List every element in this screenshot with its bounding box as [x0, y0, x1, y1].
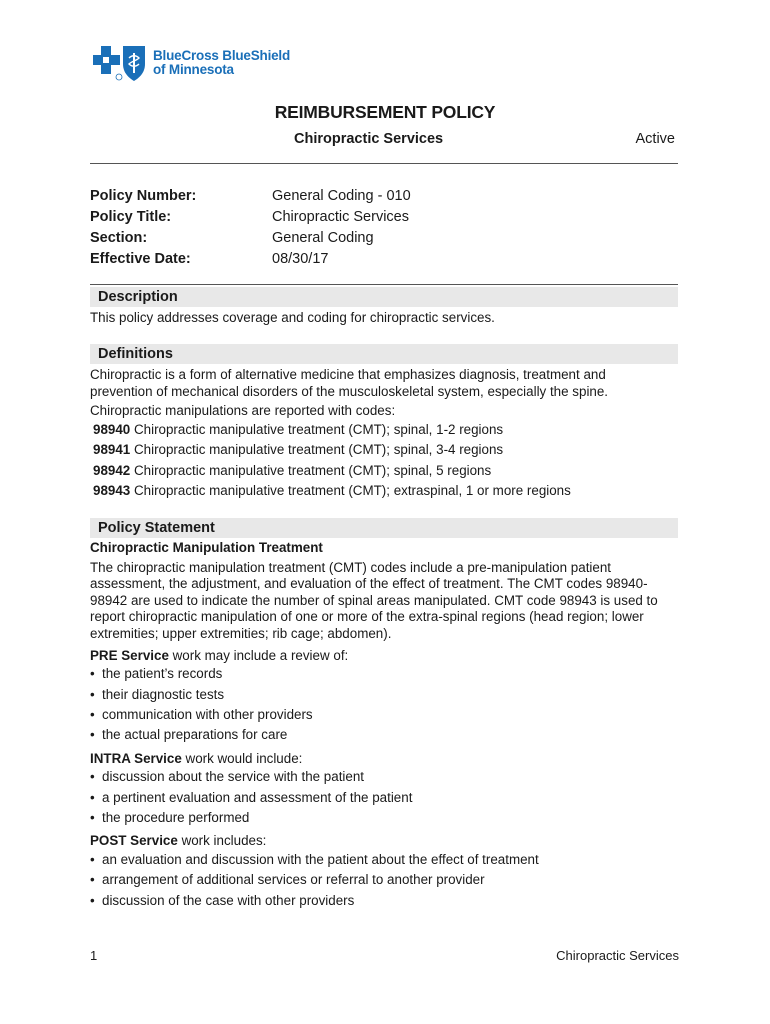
definitions-body — [90, 367, 682, 502]
post-service-rest: work includes: — [177, 833, 267, 849]
code-number: 98940 — [93, 421, 131, 437]
description-line: This policy addresses coverage and coding for chiropractic services. — [90, 310, 495, 325]
list-item: • communication with other providers — [90, 706, 313, 722]
list-item-text: a pertinent evaluation and assessment of the patient — [102, 789, 413, 805]
meta-label: Section: — [90, 230, 148, 246]
document-subtitle: Chiropractic Services — [294, 131, 444, 147]
meta-value: General Coding — [272, 230, 374, 246]
list-item-text: the procedure performed — [102, 810, 250, 826]
code-row — [90, 440, 682, 461]
code-row — [90, 461, 682, 482]
list-item-text: an evaluation and discussion with the patient about the effect of treatment — [102, 852, 539, 868]
code-number: 98942 — [93, 462, 131, 478]
logo-line-2: of Minnesota — [153, 62, 234, 77]
meta-divider — [90, 284, 678, 285]
meta-label: Policy Title: — [90, 209, 172, 225]
section-heading-policy-statement: Policy Statement — [90, 518, 678, 538]
pre-service-rest: work may include a review of: — [168, 647, 349, 663]
list-item: • arrangement of additional services or referral to another provider — [90, 872, 485, 888]
list-item: • a pertinent evaluation and assessment of the patient — [90, 789, 413, 805]
list-item-text: the actual preparations for care — [102, 727, 288, 743]
policy-line: assessment, the adjustment, and evaluation of the effect of treatment. The CMT codes 98940- — [90, 576, 648, 592]
code-description: Chiropractic manipulative treatment (CMT); spinal, 1-2 regions — [133, 421, 504, 437]
code-description: Chiropractic manipulative treatment (CMT); spinal, 3-4 regions — [133, 442, 504, 458]
code-row — [90, 420, 682, 441]
codes-intro: Chiropractic manipulations are reported with codes: — [90, 403, 396, 419]
bcbs-logo-icon — [93, 44, 147, 82]
policy-line: extremities; upper extremities; rib cage; abdomen). — [90, 625, 392, 641]
list-item-text: arrangement of additional services or referral to another provider — [102, 872, 485, 888]
description-text — [90, 310, 682, 327]
list-item-text: the patient’s records — [102, 666, 223, 682]
code-number: 98943 — [93, 483, 131, 499]
meta-row-policy-number — [90, 186, 411, 207]
policy-status: Active — [635, 131, 675, 147]
policy-body — [90, 540, 682, 911]
policy-line: The chiropractic manipulation treatment (CMT) codes include a pre-manipulation patient — [90, 559, 611, 575]
list-item-text: discussion about the service with the patient — [102, 769, 365, 785]
policy-line: report chiropractic manipulation of one or more of the extra-spinal regions (head region; lower — [90, 609, 644, 625]
definitions-line: Chiropractic is a form of alternative medicine that emphasizes diagnosis, treatment and — [90, 367, 606, 382]
list-item-text: their diagnostic tests — [102, 686, 225, 702]
policy-subheading: Chiropractic Manipulation Treatment — [90, 540, 323, 555]
logo-wordmark — [153, 49, 290, 77]
pre-service-intro — [90, 648, 682, 665]
list-item: • discussion about the service with the patient — [90, 769, 365, 785]
post-service-intro — [90, 833, 682, 850]
code-number: 98941 — [93, 442, 131, 458]
meta-row-policy-title — [90, 207, 411, 228]
meta-value: General Coding - 010 — [272, 188, 411, 204]
meta-label: Effective Date: — [90, 251, 191, 267]
company-logo — [93, 43, 290, 83]
footer-title: Chiropractic Services — [556, 948, 679, 963]
definitions-line: prevention of mechanical disorders of the musculoskeletal system, especially the spine. — [90, 383, 609, 399]
logo-line-1: BlueCross BlueShield — [153, 48, 291, 63]
list-item: • discussion of the case with other providers — [90, 892, 355, 908]
policy-line: 98942 are used to indicate the number of spinal areas manipulated. CMT code 98943 is used to — [90, 592, 658, 608]
code-description: Chiropractic manipulative treatment (CMT); extraspinal, 1 or more regions — [133, 483, 571, 499]
intra-service-intro — [90, 751, 682, 768]
meta-row-effective-date — [90, 249, 411, 270]
meta-value: 08/30/17 — [272, 251, 329, 267]
list-item-text: communication with other providers — [102, 706, 313, 722]
list-item-text: discussion of the case with other providers — [102, 892, 355, 908]
section-heading-description: Description — [90, 287, 678, 307]
document-title: REIMBURSEMENT POLICY — [274, 102, 496, 122]
code-row — [90, 481, 682, 502]
section-heading-definitions: Definitions — [90, 344, 678, 364]
pre-service-term: PRE Service — [90, 647, 169, 663]
meta-row-section — [90, 228, 411, 249]
post-service-term: POST Service — [90, 833, 178, 849]
page-number: 1 — [90, 948, 98, 963]
list-item: • the procedure performed — [90, 810, 250, 826]
policy-meta-table — [90, 186, 411, 270]
intra-service-rest: work would include: — [181, 750, 303, 766]
list-item: • an evaluation and discussion with the patient about the effect of treatment — [90, 852, 539, 868]
meta-label: Policy Number: — [90, 188, 197, 204]
list-item: • their diagnostic tests — [90, 686, 225, 702]
list-item: • the actual preparations for care — [90, 727, 288, 743]
header-divider — [90, 163, 678, 164]
list-item: • the patient’s records — [90, 666, 223, 682]
intra-service-term: INTRA Service — [90, 750, 182, 766]
code-description: Chiropractic manipulative treatment (CMT); spinal, 5 regions — [133, 462, 492, 478]
meta-value: Chiropractic Services — [272, 209, 409, 225]
